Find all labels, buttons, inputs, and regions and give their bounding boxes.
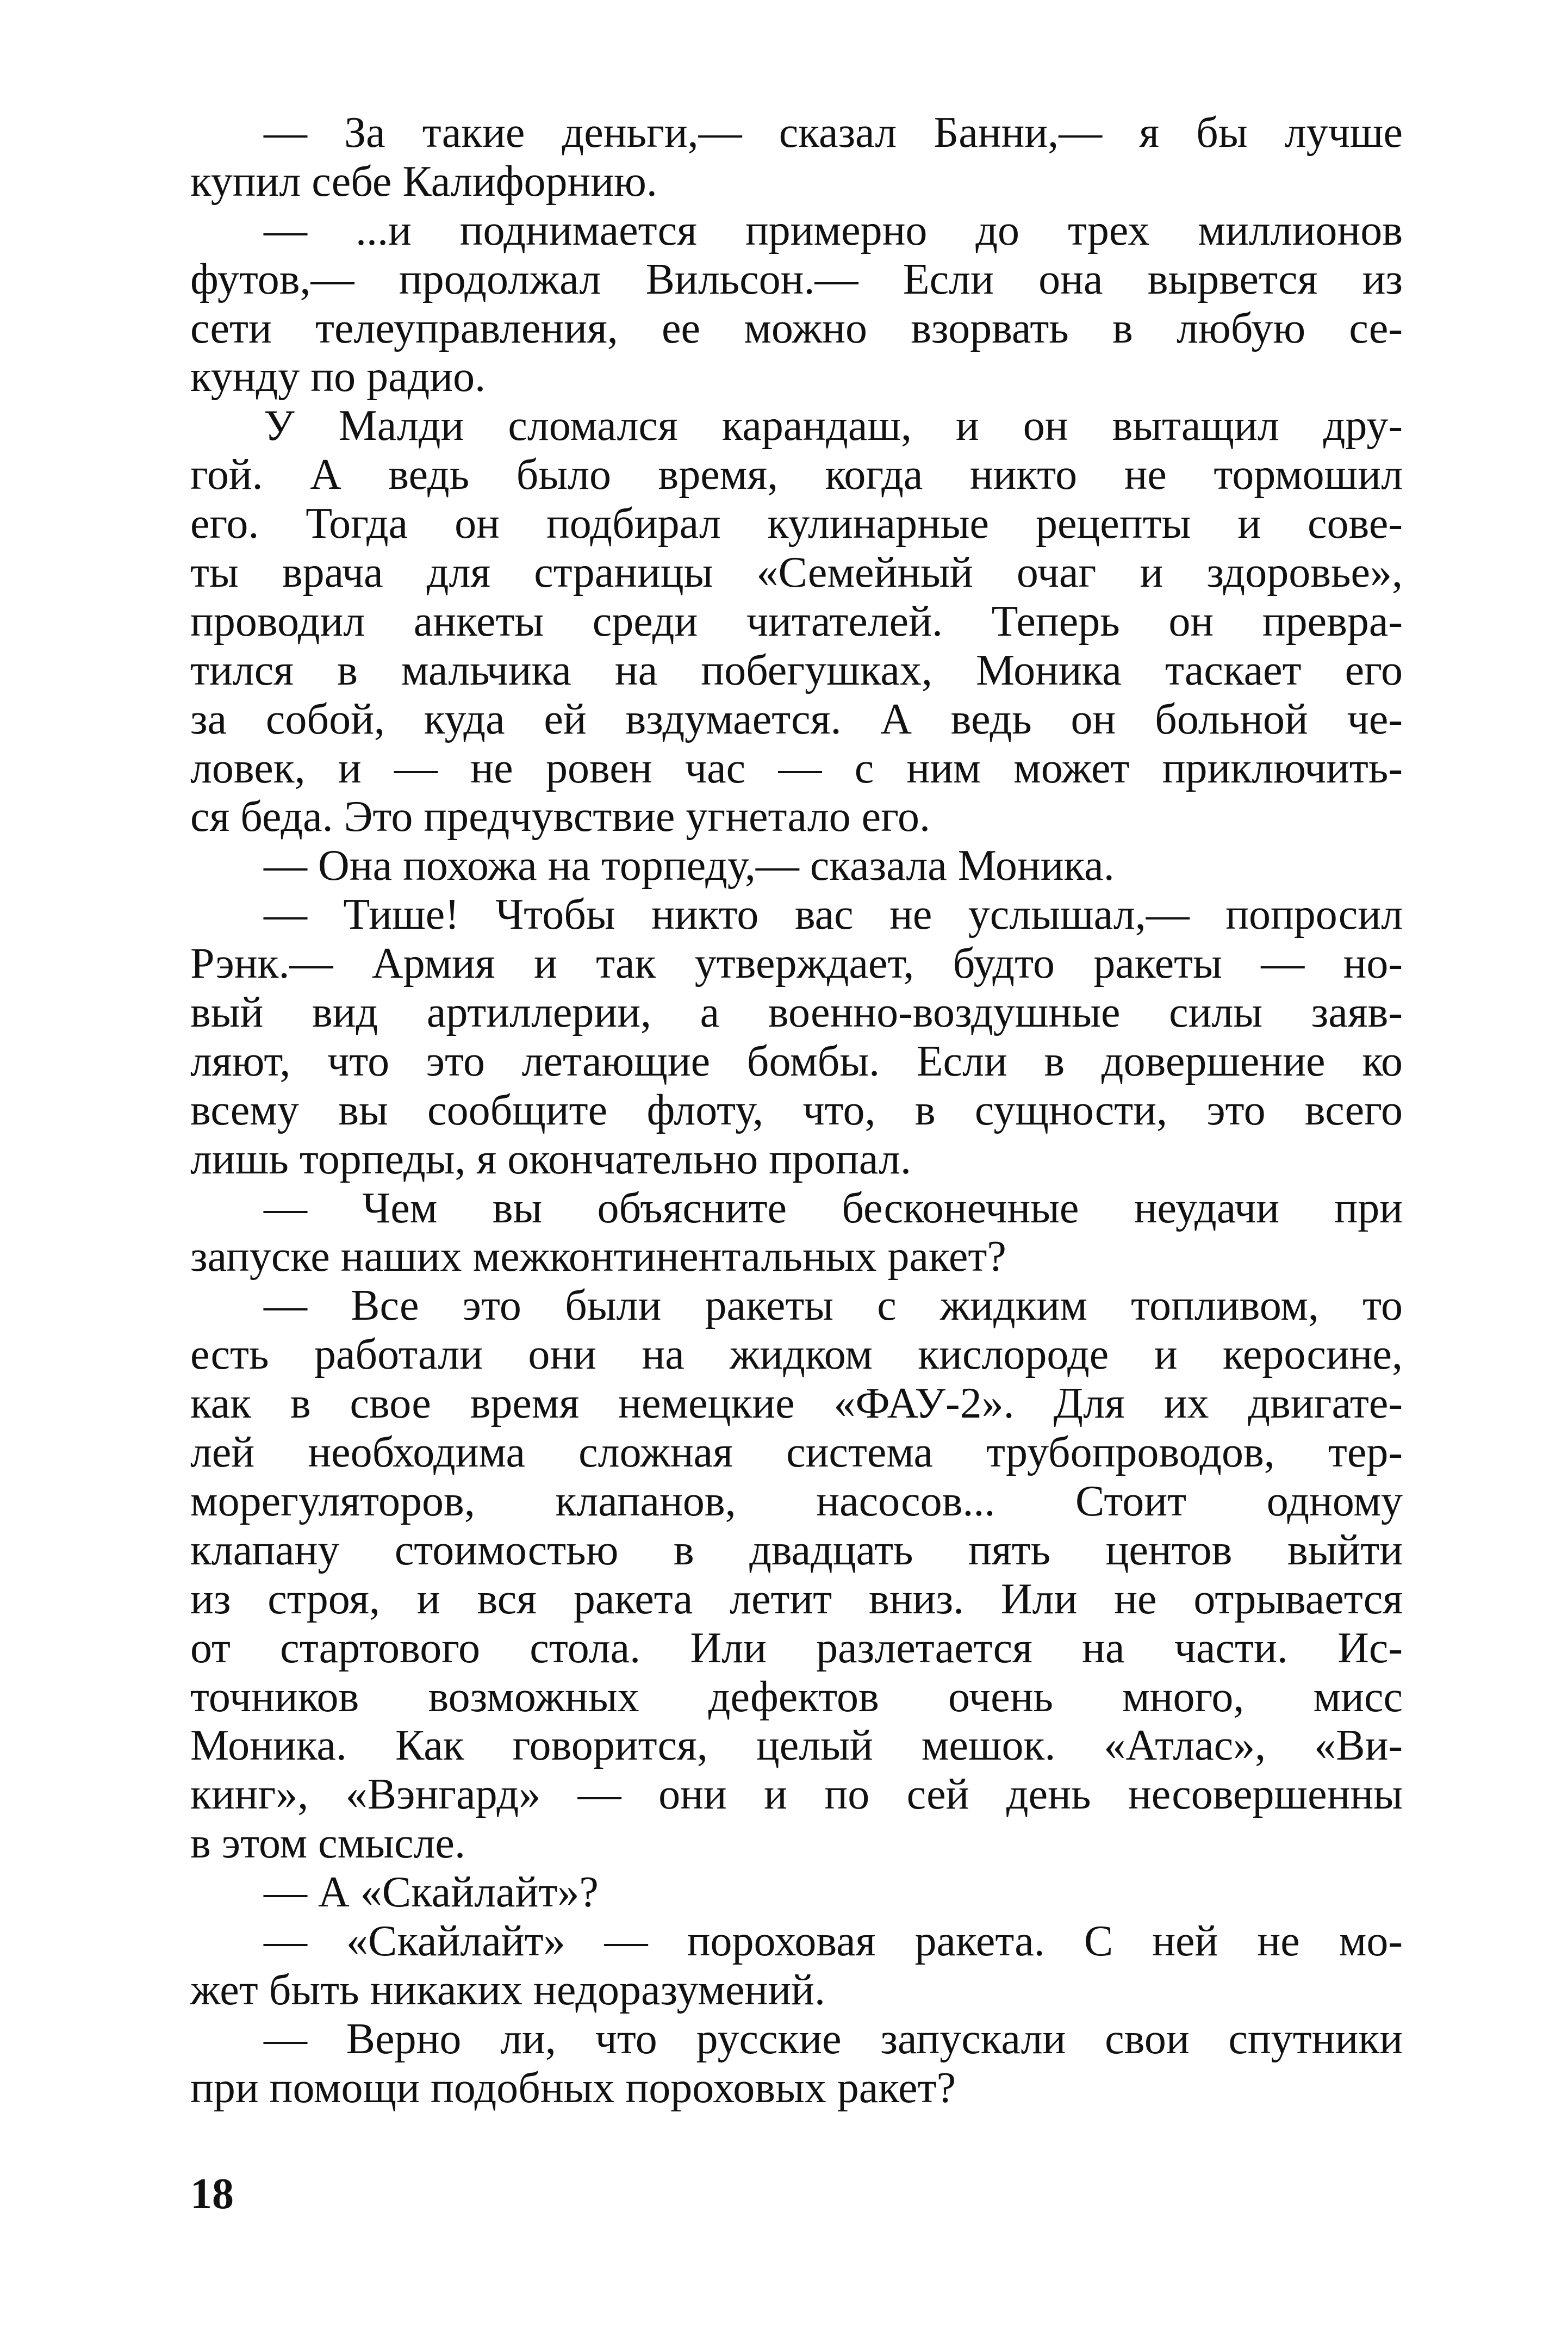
text-line: ты врача для страницы «Семейный очаг и здоровье», bbox=[190, 549, 1403, 597]
text-line: — Все это были ракеты с жидким топливом, то bbox=[264, 1282, 1403, 1330]
text-line: жет быть никаких недоразумений. bbox=[190, 1966, 825, 2014]
text-line: морегуляторов, клапанов, насосов... Стоит одному bbox=[190, 1477, 1403, 1525]
text-line: ловек, и — не ровен час — с ним может приключить- bbox=[190, 744, 1403, 792]
text-line: Моника. Как говорится, целый мешок. «Атлас», «Ви- bbox=[190, 1722, 1403, 1770]
text-line: — А «Скайлайт»? bbox=[264, 1868, 599, 1917]
text-line: Рэнк.— Армия и так утверждает, будто ракеты — но- bbox=[190, 940, 1403, 988]
text-line: точников возможных дефектов очень много, мисс bbox=[190, 1673, 1403, 1721]
text-line: — Она похожа на торпеду,— сказала Моника. bbox=[264, 842, 1115, 890]
text-line: — Тише! Чтобы никто вас не услышал,— попросил bbox=[264, 891, 1403, 939]
text-line: всему вы сообщите флоту, что, в сущности, это всего bbox=[190, 1086, 1403, 1134]
text-line: его. Тогда он подбирал кулинарные рецепты и сове- bbox=[190, 500, 1403, 548]
text-line: проводил анкеты среди читателей. Теперь он превра- bbox=[190, 597, 1403, 645]
text-line: сети телеуправления, ее можно взорвать в любую се- bbox=[190, 304, 1403, 352]
text-line: лей необходима сложная система трубопроводов, тер- bbox=[190, 1428, 1403, 1477]
text-line: от стартового стола. Или разлетается на части. Ис- bbox=[190, 1624, 1403, 1672]
text-line: — За такие деньги,— сказал Банни,— я бы лучше bbox=[264, 109, 1403, 157]
text-line: ляют, что это летающие бомбы. Если в довершение ко bbox=[190, 1037, 1403, 1085]
text-line: — Верно ли, что русские запускали свои спутники bbox=[264, 2015, 1403, 2063]
page-text bbox=[190, 109, 1403, 2113]
text-line: У Малди сломался карандаш, и он вытащил дру- bbox=[264, 402, 1403, 450]
page-number: 18 bbox=[190, 2170, 234, 2218]
text-line: запуске наших межконтинентальных ракет? bbox=[190, 1233, 1006, 1281]
text-line: — Чем вы объясните бесконечные неудачи при bbox=[264, 1184, 1403, 1232]
text-line: есть работали они на жидком кислороде и керосине, bbox=[190, 1331, 1403, 1379]
text-line: при помощи подобных пороховых ракет? bbox=[190, 2064, 956, 2112]
text-line: клапану стоимостью в двадцать пять центов выйти bbox=[190, 1526, 1403, 1574]
text-line: лишь торпеды, я окончательно пропал. bbox=[190, 1135, 911, 1183]
text-line: ся беда. Это предчувствие угнетало его. bbox=[190, 793, 930, 841]
text-line: купил себе Калифорнию. bbox=[190, 157, 657, 206]
text-line: — ...и поднимается примерно до трех миллионов bbox=[264, 206, 1403, 254]
text-line: кинг», «Вэнгард» — они и по сей день несовершенны bbox=[190, 1770, 1403, 1819]
text-line: как в свое время немецкие «ФАУ-2». Для их двигате- bbox=[190, 1380, 1403, 1428]
text-line: в этом смысле. bbox=[190, 1819, 465, 1868]
text-line: — «Скайлайт» — пороховая ракета. С ней не мо- bbox=[264, 1917, 1403, 1965]
text-line: за собой, куда ей вздумается. А ведь он больной че- bbox=[190, 695, 1403, 743]
text-line: тился в мальчика на побегушках, Моника таскает его bbox=[190, 646, 1403, 694]
text-line: из строя, и вся ракета летит вниз. Или не отрывается bbox=[190, 1575, 1403, 1623]
text-line: гой. А ведь было время, когда никто не тормошил bbox=[190, 451, 1403, 499]
text-line: кунду по радио. bbox=[190, 353, 486, 401]
text-line: вый вид артиллерии, а военно-воздушные силы заяв- bbox=[190, 989, 1403, 1037]
text-line: футов,— продолжал Вильсон.— Если она вырвется из bbox=[190, 255, 1403, 303]
